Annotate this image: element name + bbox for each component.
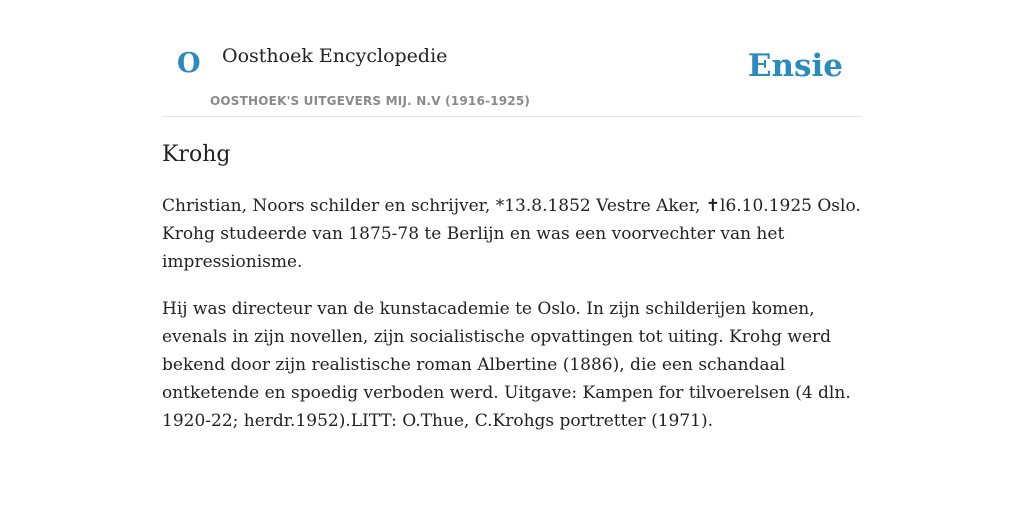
article-headword: Krohg xyxy=(162,142,231,167)
oosthoek-logo-link[interactable]: O xyxy=(177,48,201,79)
site-header xyxy=(162,0,862,117)
ensie-logo-link[interactable]: Ensie xyxy=(747,48,843,84)
article xyxy=(162,140,862,435)
article-paragraph: Christian, Noors schilder en schrijver, *13.8.1852 Vestre Aker, ✝l6.10.1925 Oslo. Krohg studeerde van 1875-78 te Berlijn en was een voorvechter van het impressionisme. xyxy=(162,196,861,272)
publisher-subtitle: OOSTHOEK'S UITGEVERS MIJ. N.V (1916-1925) xyxy=(210,94,531,108)
encyclopedia-title-link[interactable]: Oosthoek Encyclopedie xyxy=(222,45,448,67)
article-paragraph: Hij was directeur van de kunstacademie te Oslo. In zijn schilderijen komen, evenals in zijn novellen, zijn socialistische opvattingen tot uiting. Krohg werd bekend door zijn realistische roman Albertine (1886), die een schandaal ontketende en spoedig verboden werd. Uitgave: Kampen for tilvoerelsen (4 dln. 1920-22; herdr.1952).LITT: O.Thue, C.Krohgs portretter (1971). xyxy=(162,299,851,431)
